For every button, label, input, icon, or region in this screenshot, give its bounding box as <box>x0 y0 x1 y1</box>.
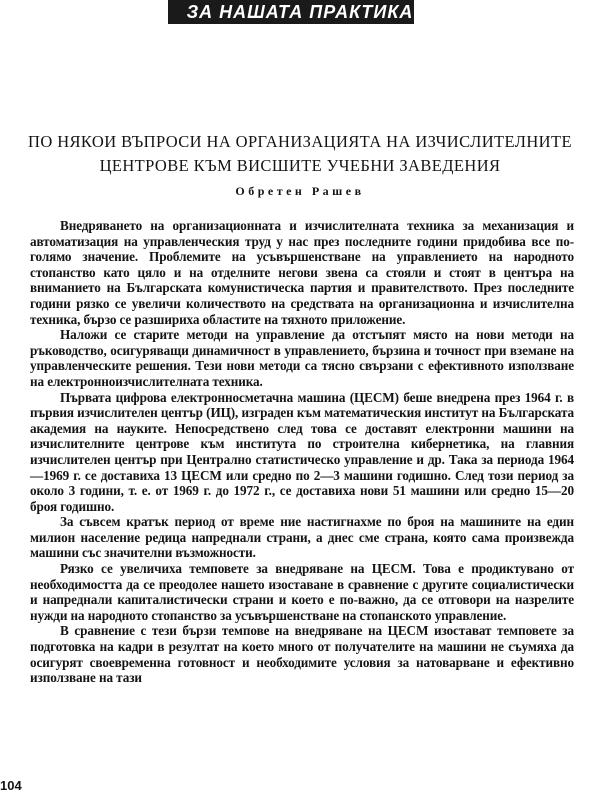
paragraph: Рязко се увеличиха темповете за внедряване на ЦЕСМ. Това е продиктувано от необходимостта да се преодолее нашето изоставане в сравнение с другите социалистически и напреднали капиталистически страни и което е по-важно, да се отговори на назрелите нужди на народното стопанство за усъвършенстване на стопанското управление. <box>30 561 574 623</box>
article-body <box>30 218 574 686</box>
page-number: 104 <box>0 778 22 793</box>
paragraph: За съвсем кратък период от време ние настигнахме по броя на машините на един милион население редица напреднали страни, а днес сме страна, която сама произвежда машини със значителни възможности. <box>30 514 574 561</box>
article-author: Обретен Рашев <box>235 184 365 198</box>
paragraph: В сравнение с тези бързи темпове на внедряване на ЦЕСМ изостават темповете за подготовка на кадри в резултат на което много от получателите на машини не съумяха да осигурят своевременна готовност и необходимите условия за натоварване и ефективно използване на тази <box>30 623 574 686</box>
paragraph: Внедряването на организационната и изчислителната техника за механизация и автоматизация на управленческия труд у нас през последните години придобива все по-голямо значение. Проблемите на усъвършенстване на управлението на народното стопанство като цяло и на отделните негови звена са стояли и стоят в центъра на вниманието на Българската комунистическа партия и правителството. През последните години рязко се увеличи количеството на средствата на организационна и изчислителна техника, бързо се разшириха областите на тяхното приложение. <box>30 218 574 327</box>
article-title: ПО НЯКОИ ВЪПРОСИ НА ОРГАНИЗАЦИЯТА НА ИЗЧИСЛИТЕЛНИТЕ ЦЕНТРОВЕ КЪМ ВИСШИТЕ УЧЕБНИ ЗАВЕДЕНИЯ <box>28 132 572 175</box>
paragraph: Първата цифрова електронносметачна машина (ЦЕСМ) беше внедрена през 1964 г. в първия изчислителен център (ИЦ), изграден към математическия институт на Българската академия на науките. Непосредствено след това се доставят електронни машини на изчислителните центрове към института по строителна кибернетика, на главния изчислителен център при Централно статистическо управление и др. Така за периода 1964—1969 г. се доставиха 13 ЦЕСМ или средно по 2—3 машини годишно. След този период за около 3 години, т. е. от 1969 г. до 1972 г., се доставиха нови 51 машини или средно 15—20 броя годишно. <box>30 389 574 514</box>
paragraph: Наложи се старите методи на управление да отстъпят място на нови методи на ръководство, осигуряващи динамичност в управлението, бързина и точност при вземане на управленческите решения. Тези нови методи са тясно свързани с ефективното използване на електронноизчислителната техника. <box>30 327 574 389</box>
section-title: ЗА НАШАТА ПРАКТИКА <box>186 2 414 22</box>
